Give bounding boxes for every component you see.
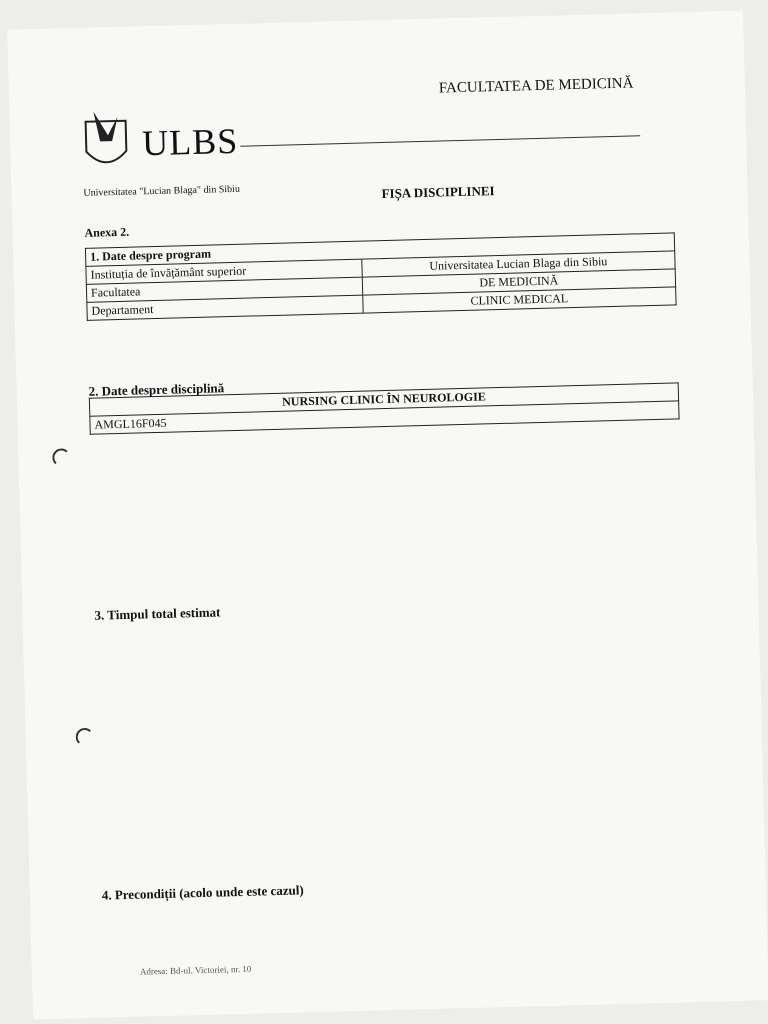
program-table	[85, 232, 677, 320]
punch-hole	[52, 448, 70, 466]
punch-hole	[75, 728, 93, 746]
row-label: Departament	[87, 295, 363, 320]
logo-text: ULBS	[141, 120, 239, 164]
section-heading: 4. Precondiții (acolo unde este cazul)	[101, 882, 304, 903]
row-value: DE MEDICINĂ	[362, 269, 676, 295]
course-code: AMGL16F045	[90, 401, 679, 434]
row-label: Facultatea	[86, 277, 362, 302]
university-crest-icon	[73, 100, 139, 178]
faculty-name: FACULTATEA DE MEDICINĂ	[438, 75, 634, 97]
document-page	[7, 11, 768, 1020]
university-name: Universitatea "Lucian Blaga" din Sibiu	[83, 183, 241, 199]
row-label: Instituția de învățământ superior	[86, 259, 362, 284]
row-value: CLINIC MEDICAL	[363, 287, 677, 313]
discipline-name: NURSING CLINIC ÎN NEUROLOGIE	[89, 383, 678, 416]
row-value: Universitatea Lucian Blaga din Sibiu	[362, 251, 676, 277]
page-title: FIȘA DISCIPLINEI	[381, 183, 495, 202]
section-heading: 3. Timpul total estimat	[94, 604, 221, 623]
annex-label: Anexa 2.	[84, 224, 130, 240]
section-heading: 1. Date despre program	[85, 233, 674, 266]
header-rule	[240, 135, 640, 146]
section-heading: 2. Date despre disciplină	[88, 380, 225, 399]
footer-address: Adresa: Bd-ul. Victoriei, nr. 10	[139, 963, 252, 977]
